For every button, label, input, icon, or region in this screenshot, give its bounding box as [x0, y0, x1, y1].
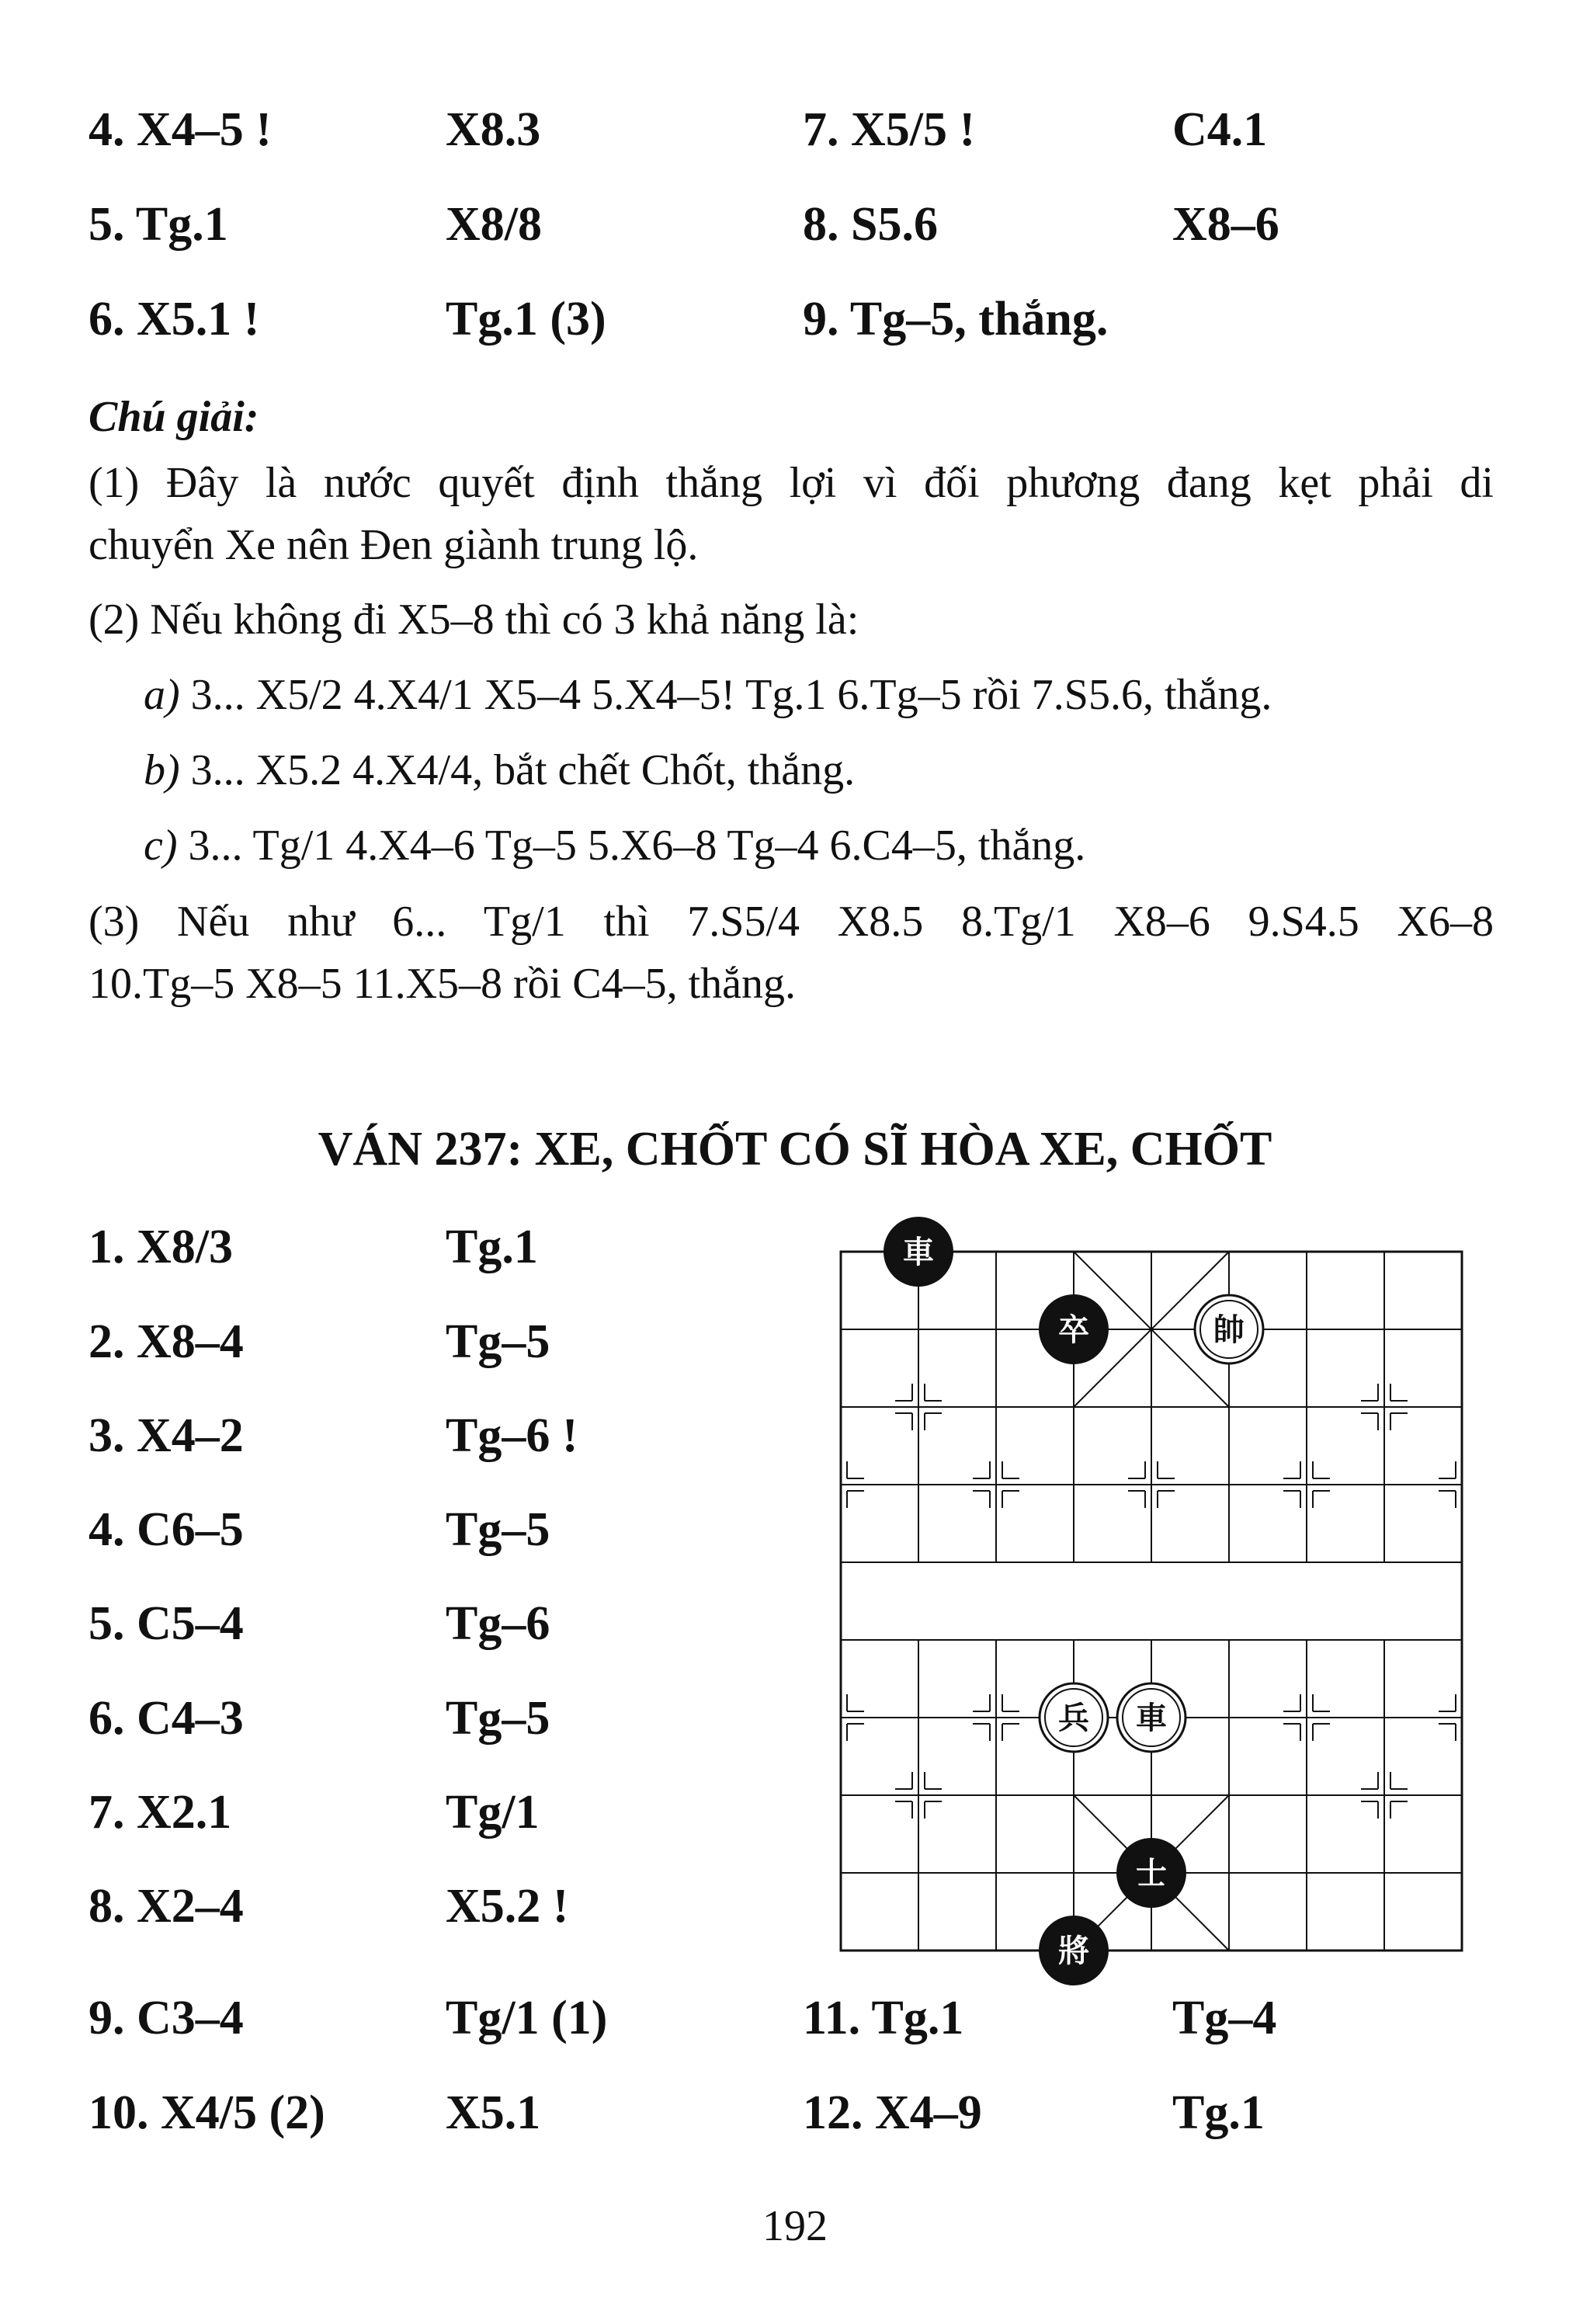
move-black: Tg–5 — [446, 1503, 550, 1556]
note-2a — [144, 664, 1272, 726]
move-red: 1. X8/3 — [89, 1221, 233, 1273]
move-black: Tg–6 ! — [446, 1409, 578, 1462]
move-red: 5. Tg.1 — [89, 198, 228, 251]
piece-label: 兵 — [1058, 1700, 1089, 1736]
note-1-cont: chuyển Xe nên Đen giành trung lộ. — [89, 521, 699, 569]
move-black: X8.3 — [446, 103, 541, 156]
move-black: Tg–5 — [446, 1692, 550, 1745]
variant-text: 3... X5.2 4.X4/4, bắt chết Chốt, thắng. — [179, 746, 856, 794]
move-black: X8–6 — [1172, 198, 1279, 251]
variant-text: 3... X5/2 4.X4/1 X5–4 5.X4–5! Tg.1 6.Tg–5 rồi 7.S5.6, thắng. — [179, 671, 1272, 719]
page-number: 192 — [762, 2202, 828, 2250]
note-2: (2) Nếu không đi X5–8 thì có 3 khả năng là: — [89, 596, 859, 644]
move-red: 6. C4–3 — [89, 1692, 244, 1745]
piece-label: 卒 — [1058, 1312, 1089, 1348]
move-red: 3. X4–2 — [89, 1409, 244, 1462]
move-red: 2. X8–4 — [89, 1315, 244, 1368]
move-black: Tg–4 — [1172, 1992, 1277, 2044]
move-red: 5. C5–4 — [89, 1597, 244, 1650]
move-black: Tg.1 (3) — [446, 293, 606, 346]
xiangqi-board — [800, 1211, 1498, 1988]
move-red: 11. Tg.1 — [803, 1992, 964, 2044]
move-black: X8/8 — [446, 198, 542, 251]
notes-title: Chú giải: — [89, 393, 259, 441]
red-soldier-piece — [1040, 1683, 1108, 1752]
black-general-piece — [1040, 1916, 1108, 1985]
black-chariot-piece — [884, 1218, 953, 1286]
variant-label: b) — [144, 746, 180, 794]
move-black: X5.1 — [446, 2086, 541, 2139]
move-black: Tg/1 — [446, 1786, 540, 1839]
move-red: 7. X5/5 ! — [803, 103, 976, 156]
piece-label: 士 — [1136, 1856, 1167, 1892]
move-black: Tg–6 — [446, 1597, 550, 1650]
move-red: 6. X5.1 ! — [89, 293, 260, 346]
move-red: 12. X4–9 — [803, 2086, 982, 2139]
move-red: 8. S5.6 — [803, 198, 938, 251]
move-red: 8. X2–4 — [89, 1880, 244, 1933]
variant-label: a) — [144, 671, 180, 719]
variant-label: c) — [144, 822, 178, 870]
move-red: 4. X4–5 ! — [89, 103, 272, 156]
move-red: 9. Tg–5, thắng. — [803, 293, 1109, 346]
piece-label: 將 — [1058, 1933, 1089, 1969]
move-red: 7. X2.1 — [89, 1786, 232, 1839]
move-black: Tg.1 — [446, 1221, 538, 1273]
note-1: (1) Đây là nước quyết định thắng lợi vì đối phương đang kẹt phải di — [89, 459, 1494, 507]
note-3: (3) Nếu như 6... Tg/1 thì 7.S5/4 X8.5 8.Tg/1 X8–6 9.S4.5 X6–8 — [89, 898, 1494, 946]
move-black: C4.1 — [1172, 103, 1268, 156]
note-3-cont: 10.Tg–5 X8–5 11.X5–8 rồi C4–5, thắng. — [89, 960, 796, 1008]
move-black: X5.2 ! — [446, 1880, 569, 1933]
note-2b — [144, 739, 855, 801]
move-black: Tg/1 (1) — [446, 1992, 608, 2044]
red-general-piece — [1195, 1295, 1263, 1363]
piece-label: 車 — [903, 1235, 934, 1270]
move-red: 4. C6–5 — [89, 1503, 244, 1556]
move-black: Tg.1 — [1172, 2086, 1265, 2139]
move-black: Tg–5 — [446, 1315, 550, 1368]
red-chariot-piece — [1117, 1683, 1186, 1752]
move-red: 9. C3–4 — [89, 1992, 244, 2044]
game-title: VÁN 237: XE, CHỐT CÓ SĨ HÒA XE, CHỐT — [318, 1123, 1272, 1176]
move-red: 10. X4/5 (2) — [89, 2086, 325, 2139]
black-advisor-piece — [1117, 1839, 1186, 1907]
variant-text: 3... Tg/1 4.X4–6 Tg–5 5.X6–8 Tg–4 6.C4–5, thắng. — [177, 822, 1086, 870]
note-2c — [144, 815, 1085, 877]
piece-label: 帥 — [1213, 1312, 1245, 1348]
piece-label: 車 — [1136, 1700, 1167, 1736]
black-soldier-piece — [1040, 1295, 1108, 1363]
